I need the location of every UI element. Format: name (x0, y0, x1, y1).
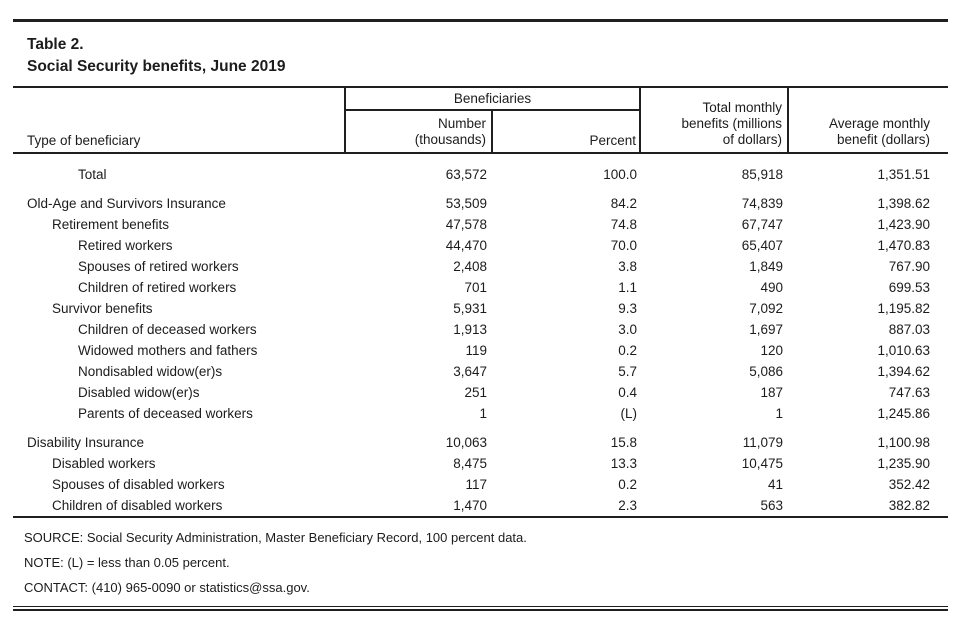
average-monthly-header-line-2: benefit (dollars) (836, 132, 931, 147)
average-monthly-header-line-1: Average monthly (828, 116, 931, 131)
average-benefit-cell: 1,398.62 (877, 196, 931, 211)
definition-note: NOTE: (L) = less than 0.05 percent. (24, 555, 230, 570)
percent-cell: 1.1 (618, 280, 638, 295)
percent-cell: 3.0 (618, 322, 638, 337)
total-benefits-cell: 11,079 (742, 435, 784, 450)
number-cell: 1,470 (453, 498, 487, 513)
total-benefits-cell: 187 (760, 385, 784, 400)
source-note: SOURCE: Social Security Administration, Master Beneficiary Record, 100 percent data. (24, 530, 527, 545)
percent-cell: 74.8 (610, 217, 638, 232)
beneficiary-type-cell: Disability Insurance (27, 435, 145, 450)
table-row-retired-workers (13, 235, 948, 256)
average-benefit-cell: 1,351.51 (877, 167, 931, 182)
beneficiary-type-cell: Retirement benefits (52, 217, 170, 232)
table-row-disability-insurance (13, 424, 948, 453)
average-benefit-cell: 1,394.62 (877, 364, 931, 379)
number-cell: 10,063 (445, 435, 487, 450)
title-block (13, 34, 948, 78)
table-number-title: Table 2. (27, 36, 84, 53)
table-row-disabled-workers (13, 453, 948, 474)
col-header-total-monthly-benefits (640, 87, 788, 153)
average-benefit-cell: 887.03 (888, 322, 931, 337)
number-cell: 8,475 (453, 456, 487, 471)
number-cell: 251 (464, 385, 487, 400)
beneficiary-type-cell: Disabled widow(er)s (78, 385, 200, 400)
total-benefits-cell: 74,839 (741, 196, 784, 211)
beneficiary-type-cell: Total (78, 167, 107, 182)
percent-cell: 0.2 (618, 477, 638, 492)
number-cell: 2,408 (453, 259, 487, 274)
number-cell: 44,470 (445, 238, 487, 253)
beneficiary-type-cell: Children of deceased workers (78, 322, 257, 337)
average-benefit-cell: 1,423.90 (877, 217, 931, 232)
total-benefits-cell: 67,747 (741, 217, 784, 232)
total-benefits-cell: 1 (775, 406, 784, 421)
average-benefit-cell: 1,010.63 (877, 343, 931, 358)
total-benefits-cell: 1,849 (749, 259, 784, 274)
table-header (13, 87, 948, 153)
percent-cell: 2.3 (618, 498, 638, 513)
percent-cell: 15.8 (610, 435, 638, 450)
table-row-retirement-benefits (13, 214, 948, 235)
beneficiary-type-cell: Children of retired workers (78, 280, 237, 295)
table-row-parents-of-deceased (13, 403, 948, 424)
beneficiary-type-cell: Old-Age and Survivors Insurance (27, 196, 226, 211)
col-group-beneficiaries: Beneficiaries (345, 87, 640, 110)
table-row-spouses-of-retired (13, 256, 948, 277)
average-benefit-cell: 767.90 (888, 259, 931, 274)
number-cell: 1 (479, 406, 487, 421)
number-cell: 1,913 (453, 322, 487, 337)
table-row-children-of-deceased (13, 319, 948, 340)
number-header-line-2: (thousands) (414, 132, 486, 147)
average-benefit-cell: 699.53 (888, 280, 931, 295)
table-row-widowed-mothers-fathers (13, 340, 948, 361)
number-cell: 117 (465, 477, 487, 492)
percent-cell: (L) (620, 406, 638, 421)
number-cell: 53,509 (445, 196, 487, 211)
beneficiary-type-cell: Widowed mothers and fathers (78, 343, 258, 358)
beneficiary-type-cell: Disabled workers (52, 456, 156, 471)
beneficiary-type-cell: Parents of deceased workers (78, 406, 253, 421)
table-row-nondisabled-widowers (13, 361, 948, 382)
table-row-disabled-widowers (13, 382, 948, 403)
total-benefits-cell: 65,407 (741, 238, 784, 253)
average-benefit-cell: 382.82 (888, 498, 931, 513)
top-rule (13, 19, 948, 22)
col-header-percent: Percent (492, 110, 640, 153)
col-header-number-thousands (345, 110, 492, 153)
table-row-total (13, 153, 948, 185)
number-cell: 5,931 (453, 301, 487, 316)
percent-cell: 3.8 (618, 259, 638, 274)
total-benefits-cell: 85,918 (741, 167, 784, 182)
total-monthly-header-line-2: benefits (millions (681, 116, 783, 131)
percent-cell: 5.7 (618, 364, 638, 379)
footnotes-block (13, 531, 948, 595)
col-header-type-of-beneficiary: Type of beneficiary (27, 133, 141, 148)
total-benefits-cell: 1,697 (749, 322, 784, 337)
benefits-table (13, 86, 948, 518)
bottom-rule (13, 606, 948, 611)
total-benefits-cell: 5,086 (749, 364, 784, 379)
table-row-children-of-disabled (13, 495, 948, 517)
percent-cell: 13.3 (610, 456, 638, 471)
average-benefit-cell: 1,470.83 (877, 238, 931, 253)
total-benefits-cell: 10,475 (741, 456, 784, 471)
total-benefits-cell: 41 (767, 477, 784, 492)
table-row-spouses-of-disabled (13, 474, 948, 495)
percent-cell: 100.0 (603, 167, 638, 182)
header-row-group (13, 87, 948, 110)
percent-cell: 0.4 (618, 385, 638, 400)
table-row-survivor-benefits (13, 298, 948, 319)
average-benefit-cell: 352.42 (888, 477, 931, 492)
table-body (13, 153, 948, 517)
table-row-oasi (13, 185, 948, 214)
average-benefit-cell: 1,235.90 (877, 456, 931, 471)
table-row-children-of-retired (13, 277, 948, 298)
beneficiary-type-cell: Spouses of retired workers (78, 259, 239, 274)
average-benefit-cell: 1,195.82 (877, 301, 931, 316)
percent-cell: 70.0 (610, 238, 638, 253)
number-cell: 3,647 (453, 364, 487, 379)
col-header-average-monthly-benefit (788, 87, 948, 153)
total-benefits-cell: 7,092 (749, 301, 784, 316)
number-cell: 63,572 (445, 167, 487, 182)
percent-cell: 9.3 (618, 301, 638, 316)
contact-note: CONTACT: (410) 965-0090 or statistics@ssa.gov. (24, 580, 310, 595)
beneficiary-type-cell: Spouses of disabled workers (52, 477, 225, 492)
total-monthly-header-line-1: Total monthly (702, 100, 783, 115)
average-benefit-cell: 1,245.86 (877, 406, 931, 421)
number-cell: 47,578 (445, 217, 487, 232)
total-benefits-cell: 563 (760, 498, 784, 513)
number-cell: 119 (465, 343, 487, 358)
average-benefit-cell: 747.63 (888, 385, 931, 400)
beneficiary-type-cell: Retired workers (78, 238, 173, 253)
beneficiary-type-cell: Children of disabled workers (52, 498, 223, 513)
number-cell: 701 (464, 280, 487, 295)
beneficiary-type-cell: Nondisabled widow(er)s (78, 364, 223, 379)
number-header-line-1: Number (437, 116, 486, 131)
total-monthly-header-line-3: of dollars) (722, 132, 783, 147)
table-subtitle: Social Security benefits, June 2019 (27, 58, 286, 75)
average-benefit-cell: 1,100.98 (877, 435, 931, 450)
total-benefits-cell: 490 (760, 280, 784, 295)
beneficiary-type-cell: Survivor benefits (52, 301, 153, 316)
percent-cell: 0.2 (618, 343, 638, 358)
percent-cell: 84.2 (610, 196, 638, 211)
total-benefits-cell: 120 (760, 343, 784, 358)
